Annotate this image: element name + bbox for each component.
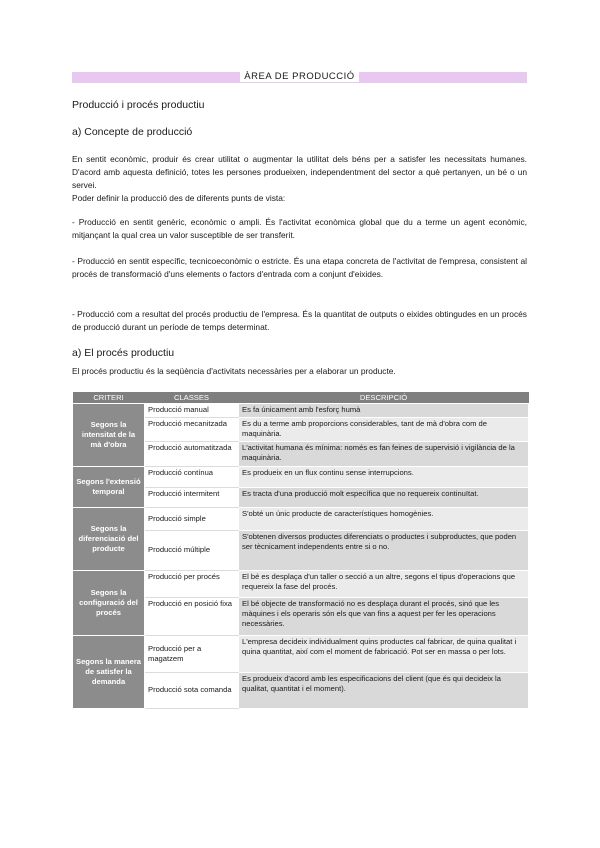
table-row bbox=[73, 404, 529, 418]
point-result: - Producció com a resultat del procés productiu de l'empresa. És la quantitat de outputs o eixides obtingudes en un procés de producció durant un període de temps determinat. bbox=[72, 309, 527, 332]
class-cell: Producció mecanitzada bbox=[145, 417, 239, 442]
criterion-cell: Segons la manera de satisfer la demanda bbox=[73, 636, 145, 709]
description-cell: El bé objecte de transformació no es desplaça durant el procés, sinó que les màquines i els operaris són els que van fins a aquest per fer les operacions necessàries. bbox=[239, 597, 529, 635]
subheading-concept: a) Concepte de producció bbox=[72, 126, 193, 138]
process-definition: El procés productiu és la seqüència d'activitats necessàries per a elaborar un producte. bbox=[72, 366, 396, 376]
description-cell: L'empresa decideix individualment quins productes cal fabricar, de quina qualitat i quina quantitat, així com el moment de fabricació. Pot ser en massa o per lots. bbox=[239, 636, 529, 673]
class-cell: Producció per a magatzem bbox=[145, 636, 239, 673]
main-heading: Producció i procés productiu bbox=[72, 99, 205, 111]
description-cell: Es tracta d'una producció molt específica que no requereix continuïtat. bbox=[239, 487, 529, 508]
class-cell: Producció múltiple bbox=[145, 530, 239, 570]
table-row bbox=[73, 508, 529, 531]
section-header-bar bbox=[72, 72, 527, 83]
description-cell: L'activitat humana és mínima: només es fan feines de supervisió i vigilància de la maquinària. bbox=[239, 442, 529, 467]
criterion-cell: Segons la diferenciació del producte bbox=[73, 508, 145, 571]
class-cell: Producció sota comanda bbox=[145, 672, 239, 709]
class-cell: Producció automatitzada bbox=[145, 442, 239, 467]
table-row bbox=[73, 467, 529, 488]
class-cell: Producció simple bbox=[145, 508, 239, 531]
class-cell: Producció manual bbox=[145, 404, 239, 418]
production-classification-table bbox=[72, 392, 529, 709]
description-cell: Es fa únicament amb l'esforç humà bbox=[239, 404, 529, 418]
table-row bbox=[73, 571, 529, 598]
criterion-cell: Segons l'extensió temporal bbox=[73, 467, 145, 508]
class-cell: Producció contínua bbox=[145, 467, 239, 488]
point-specific: - Producció en sentit específic, tecnicoeconòmic o estricte. És una etapa concreta de l'activitat de l'empresa, consistent al procés de transformació d'uns elements o factors d'entrada com a conjunt d'eixides. bbox=[72, 256, 527, 279]
description-cell: S'obté un únic producte de característiques homogènies. bbox=[239, 508, 529, 531]
column-header-classes: CLASSES bbox=[145, 392, 239, 404]
criterion-cell: Segons la configuració del procés bbox=[73, 571, 145, 636]
point-generic: - Producció en sentit genèric, econòmic o ampli. És l'activitat econòmica global que du a terme un agent econòmic, mitjançant la qual crea un valor susceptible de ser transferit. bbox=[72, 217, 527, 240]
class-cell: Producció per procés bbox=[145, 571, 239, 598]
table-header-row bbox=[73, 392, 529, 404]
description-cell: Es produeix en un flux continu sense interrupcions. bbox=[239, 467, 529, 488]
subheading-process: a) El procés productiu bbox=[72, 347, 175, 359]
class-cell: Producció en posició fixa bbox=[145, 597, 239, 635]
section-title-text: ÀREA DE PRODUCCIÓ bbox=[240, 71, 358, 82]
table-row bbox=[73, 636, 529, 673]
intro-paragraph: En sentit econòmic, produir és crear utilitat o augmentar la utilitat dels béns per a satisfer les necessitats humanes. D'acord amb aquesta definició, totes les persones produeixen, independentment del sector a què pertanyen, un bé o un servei. bbox=[72, 154, 527, 190]
description-cell: El bé es desplaça d'un taller o secció a un altre, segons el tipus d'operacions que requereix la fase del procés. bbox=[239, 571, 529, 598]
section-title bbox=[72, 71, 527, 82]
column-header-descripcio: DESCRIPCIÓ bbox=[239, 392, 529, 404]
intro-line: Poder definir la producció des de diferents punts de vista: bbox=[72, 193, 286, 203]
description-cell: Es produeix d'acord amb les especificacions del client (que és qui decideix la qualitat, quantitat i el moment). bbox=[239, 672, 529, 709]
column-header-criteri: CRITERI bbox=[73, 392, 145, 404]
description-cell: S'obtenen diversos productes diferenciats o productes i subproductes, que poden ser tècnicament independents entre si o no. bbox=[239, 530, 529, 570]
description-cell: Es du a terme amb proporcions considerables, tant de mà d'obra com de maquinària. bbox=[239, 417, 529, 442]
class-cell: Producció intermitent bbox=[145, 487, 239, 508]
criterion-cell: Segons la intensitat de la mà d'obra bbox=[73, 404, 145, 467]
